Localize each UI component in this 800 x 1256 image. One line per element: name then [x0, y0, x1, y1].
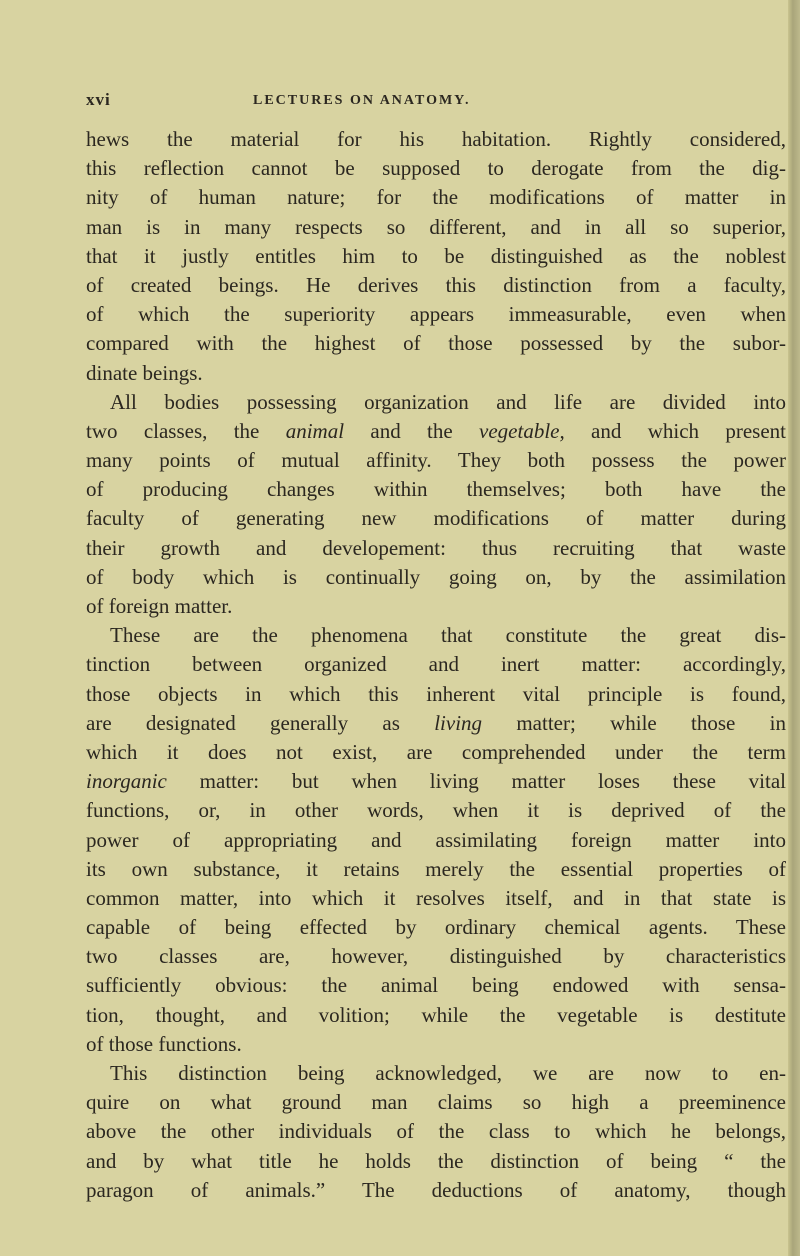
text-line	[86, 884, 786, 913]
italic-text: animal	[285, 418, 345, 443]
text-segment: dinate beings.	[86, 360, 203, 385]
text-segment: nity of human nature; for the modifications of matter in	[86, 185, 786, 210]
text-line	[86, 125, 786, 154]
text-segment: matter: but when living matter loses these vital	[166, 769, 786, 794]
text-line	[86, 855, 786, 884]
text-segment: this reflection cannot be supposed to derogate from the dig-	[86, 156, 786, 181]
body-text	[86, 125, 786, 1205]
text-segment: functions, or, in other words, when it is deprived of the	[86, 798, 786, 823]
text-segment: above the other individuals of the class to which he belongs,	[86, 1119, 786, 1144]
italic-text: vegetable,	[479, 418, 565, 443]
text-segment: of foreign matter.	[86, 594, 233, 618]
text-line	[86, 826, 786, 855]
text-line	[86, 621, 786, 650]
text-segment: quire on what ground man claims so high a preeminence	[86, 1090, 786, 1115]
text-line	[86, 271, 786, 300]
text-line	[86, 1001, 786, 1030]
italic-text: living	[434, 710, 483, 735]
text-line	[86, 388, 786, 417]
italic-text: inorganic	[86, 769, 167, 794]
text-line	[86, 1088, 786, 1117]
text-segment: of those functions.	[86, 1031, 242, 1056]
text-line	[86, 563, 786, 592]
running-head: LECTURES ON ANATOMY.	[253, 93, 471, 108]
text-line	[86, 913, 786, 942]
text-segment: their growth and developement: thus recruiting that waste	[86, 535, 786, 560]
text-segment: capable of being effected by ordinary chemical agents. These	[86, 915, 786, 940]
text-line	[86, 417, 786, 446]
text-segment: many points of mutual affinity. They both possess the power	[86, 448, 786, 473]
text-segment: matter; while those in	[482, 710, 786, 735]
text-segment: of producing changes within themselves; both have the	[86, 477, 786, 502]
text-segment: paragon of animals.” The deductions of anatomy, though	[86, 1177, 786, 1202]
text-segment: faculty of generating new modifications of matter during	[86, 506, 786, 531]
text-segment: common matter, into which it resolves itself, and in that state is	[86, 885, 786, 910]
text-segment: This distinction being acknowledged, we are now to en-	[110, 1061, 786, 1085]
text-segment: two classes are, however, distinguished by characteristics	[86, 944, 786, 969]
text-segment: and by what title he holds the distinction of being “ the	[86, 1148, 786, 1173]
text-line	[86, 300, 786, 329]
text-line	[86, 359, 786, 388]
text-line	[86, 504, 786, 533]
text-line	[86, 1117, 786, 1146]
text-segment: and the	[344, 418, 480, 443]
text-line	[86, 475, 786, 504]
text-line	[86, 971, 786, 1000]
text-line	[86, 709, 786, 738]
page-number: xvi	[86, 90, 111, 109]
text-segment: are designated generally as	[86, 710, 435, 735]
text-line	[86, 650, 786, 679]
text-line	[86, 1030, 786, 1059]
text-segment: of which the superiority appears immeasurable, even when	[86, 302, 786, 327]
text-segment: These are the phenomena that constitute the great dis-	[110, 623, 786, 648]
text-line	[86, 446, 786, 475]
text-line	[86, 1176, 786, 1205]
text-segment: sufficiently obvious: the animal being endowed with sensa-	[86, 973, 786, 998]
text-segment: tion, thought, and volition; while the vegetable is destitute	[86, 1002, 786, 1027]
text-line	[86, 796, 786, 825]
text-segment: tinction between organized and inert matter: accordingly,	[86, 652, 786, 677]
text-segment: man is in many respects so different, and in all so superior,	[86, 214, 786, 239]
text-line	[86, 942, 786, 971]
text-segment: and which present	[564, 418, 786, 443]
text-line	[86, 1147, 786, 1176]
text-line	[86, 154, 786, 183]
text-segment: that it justly entitles him to be distinguished as the noblest	[86, 243, 786, 268]
text-segment: of body which is continually going on, by the assimilation	[86, 564, 786, 589]
text-line	[86, 592, 786, 621]
text-segment: hews the material for his habitation. Rightly considered,	[86, 127, 786, 151]
text-segment: those objects in which this inherent vital principle is found,	[86, 681, 786, 706]
text-segment: power of appropriating and assimilating foreign matter into	[86, 827, 786, 852]
text-line	[86, 767, 786, 796]
text-line	[86, 680, 786, 709]
page-edge	[788, 0, 800, 1256]
text-segment: compared with the highest of those possessed by the subor-	[86, 331, 786, 356]
text-segment: of created beings. He derives this distinction from a faculty,	[86, 272, 786, 297]
text-segment: its own substance, it retains merely the essential properties of	[86, 856, 786, 881]
text-line	[86, 242, 786, 271]
text-segment: All bodies possessing organization and life are divided into	[110, 389, 786, 414]
text-segment: which it does not exist, are comprehended under the term	[86, 739, 786, 764]
text-line	[86, 534, 786, 563]
text-segment: two classes, the	[86, 418, 286, 443]
text-line	[86, 183, 786, 212]
text-line	[86, 329, 786, 358]
text-line	[86, 738, 786, 767]
text-line	[86, 213, 786, 242]
text-line	[86, 1059, 786, 1088]
